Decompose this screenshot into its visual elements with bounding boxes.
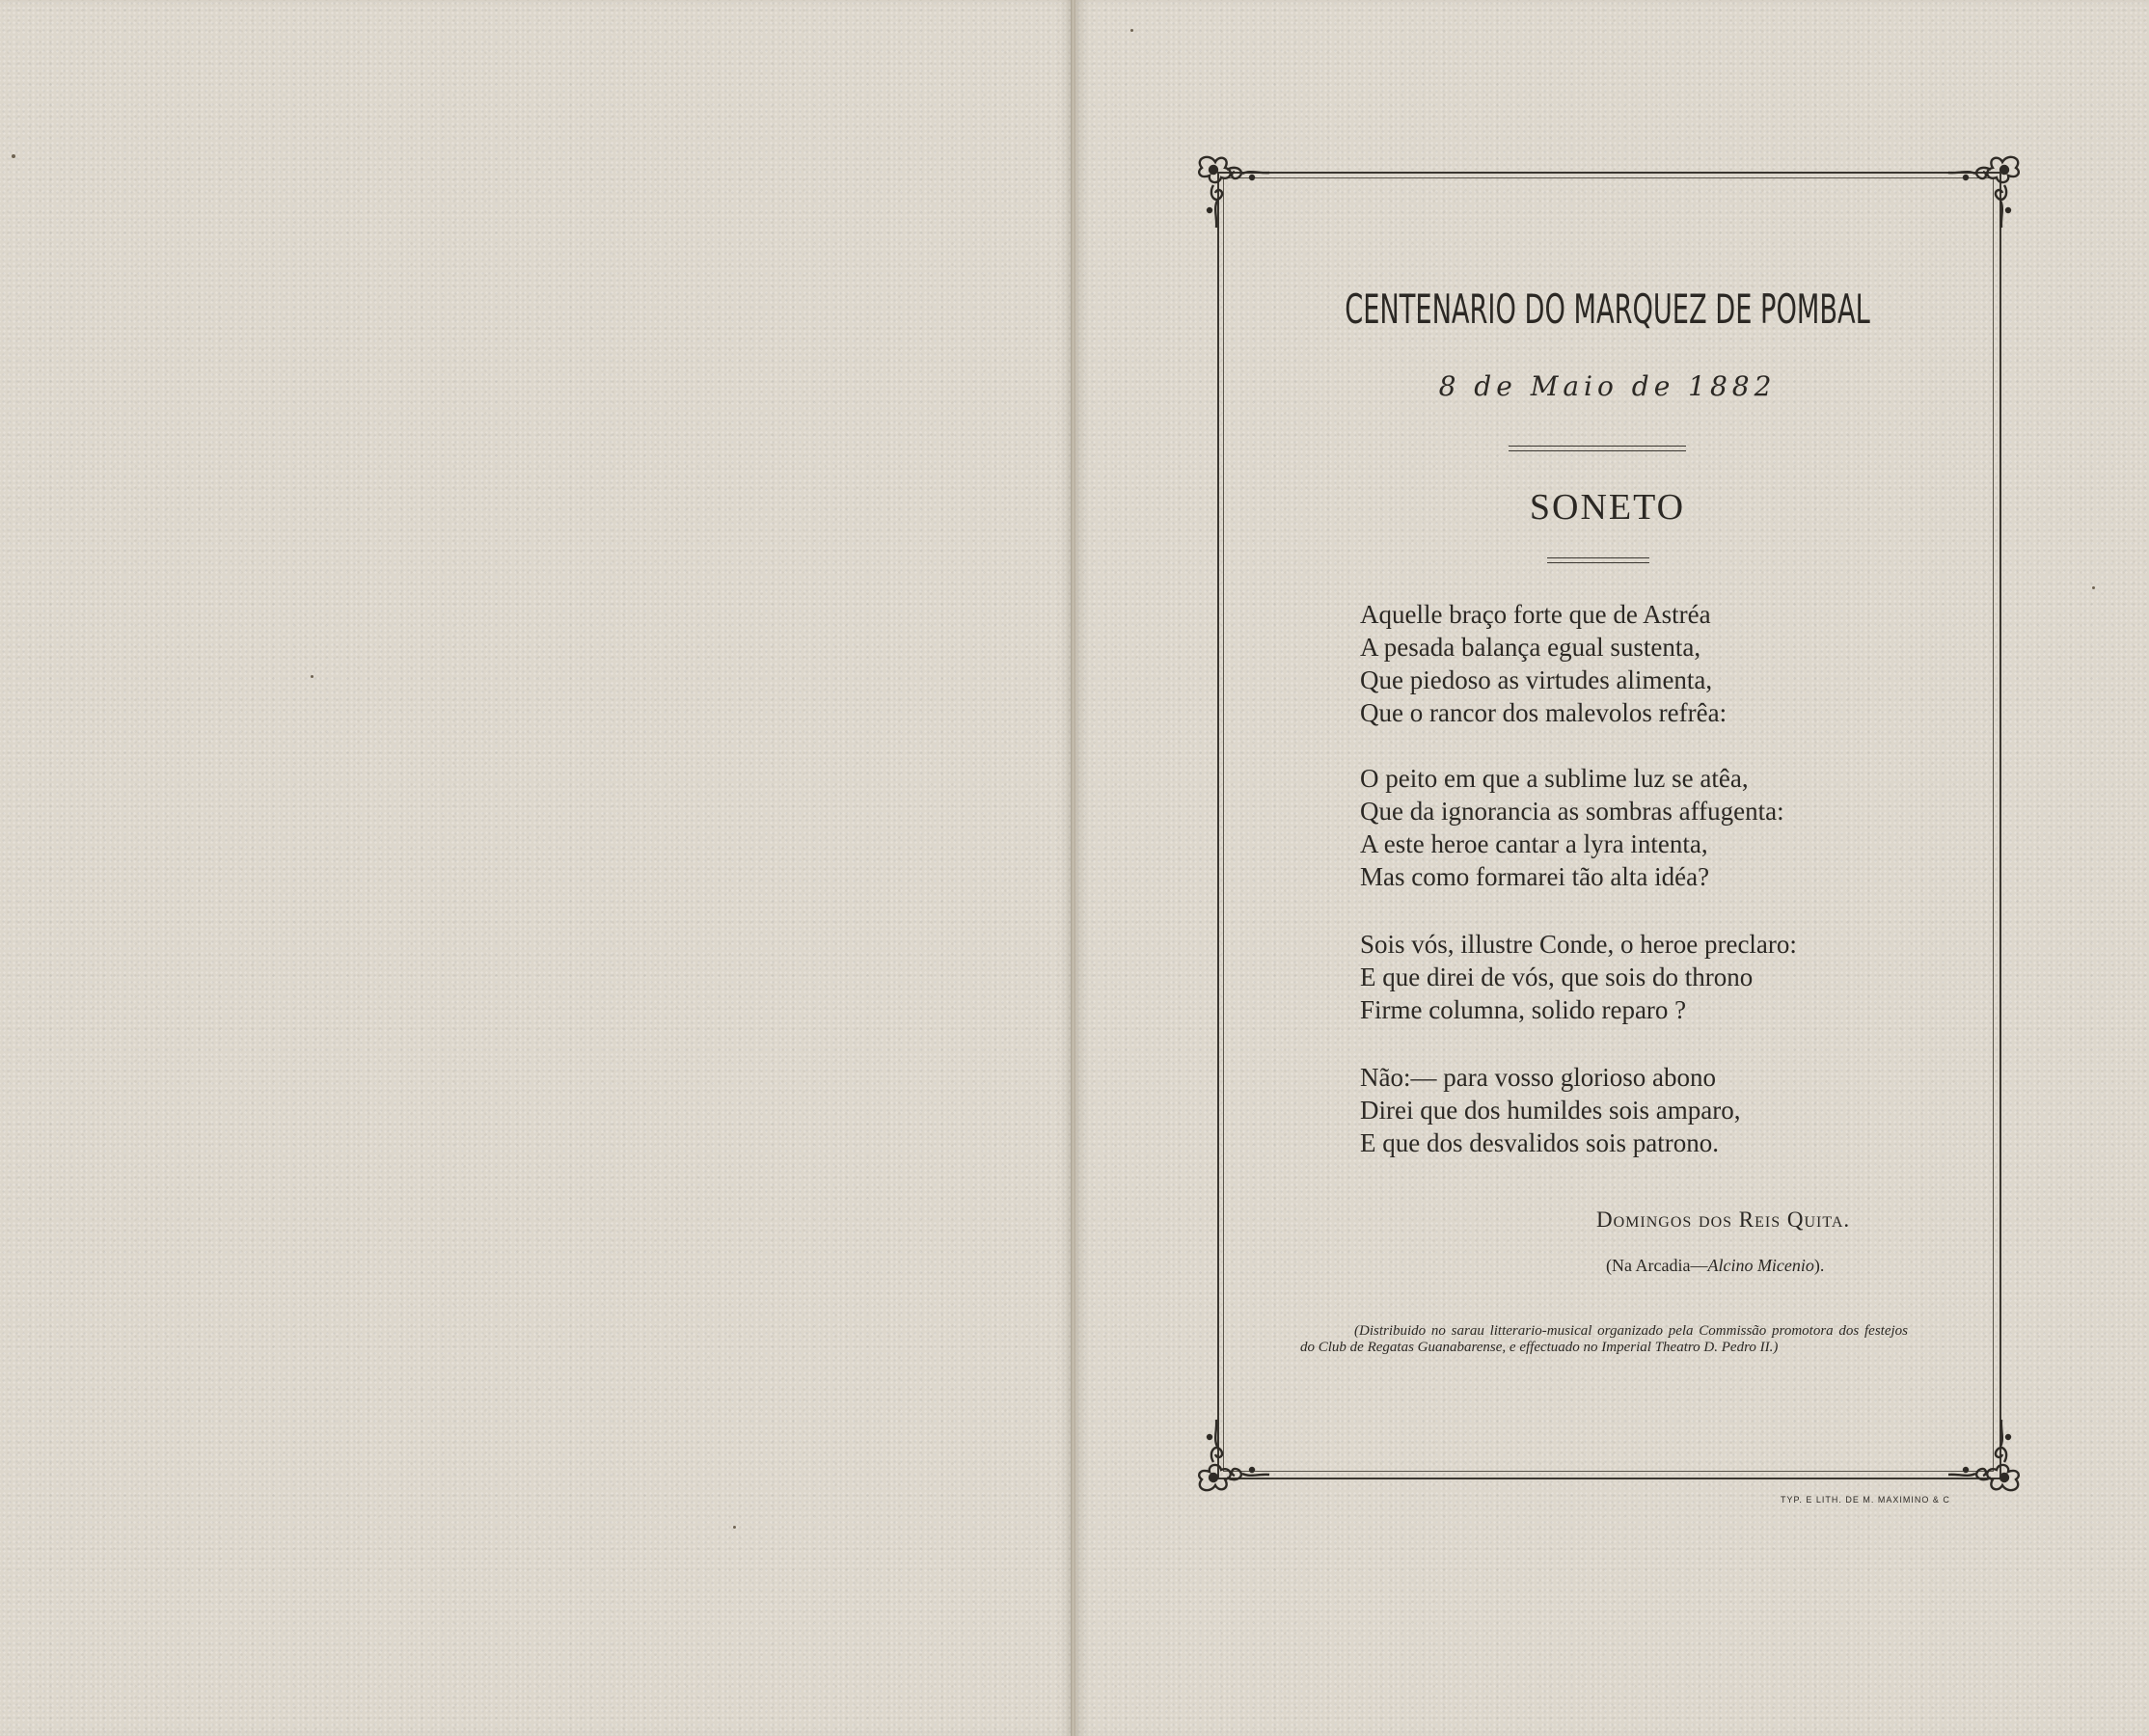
poem-heading: SONETO — [1529, 487, 1686, 528]
blank-left-page — [0, 0, 1074, 1736]
poem-line: A pesada balança egual sustenta, — [1360, 633, 1701, 662]
corner-ornament-icon — [1939, 1410, 2026, 1497]
stanza-3 — [1360, 928, 1797, 1026]
stanza-2 — [1360, 762, 1784, 893]
poem-line: O peito em que a sublime luz se atêa, — [1360, 764, 1749, 793]
document-date: 8 de Maio de 1882 — [1438, 370, 1777, 402]
distribution-note: (Distribuido no sarau litterario-musical organizado pela Commissão promotora dos festejos do Club de Regatas Guanabarense, e effectuado no Imperial Theatro D. Pedro II.) — [1300, 1323, 1908, 1355]
poem-line: Que da ignorancia as sombras affugenta: — [1360, 797, 1784, 826]
printer-imprint: TYP. E LITH. DE M. MAXIMINO & C — [1781, 1495, 1950, 1505]
poem-author: Domingos dos Reis Quita. — [1596, 1207, 1851, 1232]
poem-line: Direi que dos humildes sois amparo, — [1360, 1096, 1741, 1125]
corner-ornament-icon — [1939, 150, 2026, 237]
poem-line: A este heroe cantar a lyra intenta, — [1360, 829, 1708, 858]
corner-ornament-icon — [1192, 1410, 1279, 1497]
poem-line: E que dos desvalidos sois patrono. — [1360, 1128, 1719, 1157]
poem-line: Que o rancor dos malevolos refrêa: — [1360, 698, 1727, 727]
poem-line: Firme columna, solido reparo ? — [1360, 995, 1687, 1024]
poem-line: Aquelle braço forte que de Astréa — [1360, 600, 1711, 629]
poem-line: Não:— para vosso glorioso abono — [1360, 1063, 1716, 1092]
poem-line: Que piedoso as virtudes alimenta, — [1360, 665, 1713, 694]
poem-line: Mas como formarei tão alta idéa? — [1360, 862, 1710, 891]
document-title: CENTENARIO DO MARQUEZ DE POMBAL — [1345, 285, 1870, 333]
divider-rule — [1509, 446, 1686, 451]
author-source — [1606, 1256, 1824, 1276]
poem-line: E que direi de vós, que sois do throno — [1360, 963, 1754, 991]
source-name: Alcino Micenio — [1707, 1256, 1814, 1275]
corner-ornament-icon — [1192, 150, 1279, 237]
stanza-1 — [1360, 598, 1727, 729]
stanza-4 — [1360, 1061, 1740, 1159]
divider-rule — [1547, 557, 1649, 563]
source-suffix: ). — [1813, 1256, 1825, 1275]
poem-line: Sois vós, illustre Conde, o heroe preclaro: — [1360, 930, 1797, 959]
source-prefix: (Na Arcadia— — [1606, 1256, 1708, 1275]
